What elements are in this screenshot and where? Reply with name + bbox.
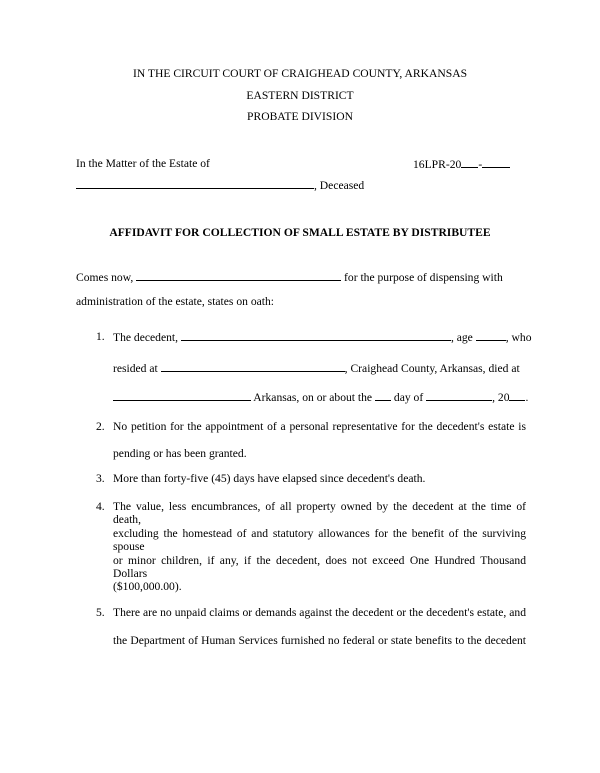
resided-label: resided at: [113, 362, 158, 375]
county-died-label: , Craighead County, Arkansas, died at: [344, 362, 520, 375]
item-5-number: 5.: [96, 606, 105, 619]
item-5-line-2: the Department of Human Services furnished no federal or state benefits to the decedent: [113, 634, 526, 647]
item-4-line-3: or minor children, if any, if the decedent, does not exceed One Hundred Thousand Dollars: [113, 554, 526, 580]
residence-blank[interactable]: [161, 361, 345, 372]
estate-matter-label: In the Matter of the Estate of: [76, 157, 210, 170]
deceased-line: [76, 178, 364, 192]
intro-line-1: [76, 270, 503, 284]
item-3-line-1: More than forty-five (45) days have elapsed since decedent's death.: [113, 472, 426, 485]
division-name: PROBATE DIVISION: [247, 110, 353, 123]
decedent-blank[interactable]: [181, 330, 451, 341]
document-title: AFFIDAVIT FOR COLLECTION OF SMALL ESTATE BY DISTRIBUTEE: [109, 226, 491, 239]
case-number-prefix: 16LPR-20: [413, 158, 462, 171]
item-5-line-1: There are no unpaid claims or demands against the decedent or the decedent's estate, and: [113, 606, 526, 619]
year-blank[interactable]: [509, 390, 525, 401]
month-blank[interactable]: [426, 390, 492, 401]
comes-now-label: Comes now,: [76, 271, 134, 284]
item-4-line-4: ($100,000.00).: [113, 580, 182, 593]
place-of-death-blank[interactable]: [113, 390, 251, 401]
day-of-label: day of: [393, 391, 424, 404]
who-label: , who: [505, 331, 532, 344]
case-number: [413, 157, 510, 171]
court-name: IN THE CIRCUIT COURT OF CRAIGHEAD COUNTY, ARKANSAS: [132, 67, 468, 80]
purpose-label: for the purpose of dispensing with: [344, 271, 503, 284]
on-or-about-label: Arkansas, on or about the: [253, 391, 373, 404]
day-blank[interactable]: [375, 390, 391, 401]
item-1-line-2: [113, 361, 520, 375]
decedent-name-blank[interactable]: [76, 178, 314, 189]
distributee-name-blank[interactable]: [136, 270, 341, 281]
item-2-line-2: pending or has been granted.: [113, 447, 247, 460]
item-4-number: 4.: [96, 500, 105, 513]
item-1-line-1: [113, 330, 532, 344]
case-seq-blank[interactable]: [482, 157, 510, 168]
period-label: .: [525, 391, 529, 404]
item-4-line-2: excluding the homestead of and statutory allowances for the benefit of the surviving spouse: [113, 527, 526, 553]
age-label: , age: [450, 331, 473, 344]
item-3-number: 3.: [96, 472, 105, 485]
deceased-label: , Deceased: [314, 179, 365, 192]
case-year-blank[interactable]: [461, 157, 478, 168]
item-4-line-1: The value, less encumbrances, of all property owned by the decedent at the time of death,: [113, 500, 526, 526]
year-prefix-label: , 20: [492, 391, 510, 404]
intro-line-2: administration of the estate, states on oath:: [76, 295, 275, 308]
case-number-dash: -: [478, 158, 483, 171]
item-1-line-3: [113, 390, 528, 404]
item-1-number: 1.: [96, 330, 105, 343]
item-2-number: 2.: [96, 420, 105, 433]
item-2-line-1: No petition for the appointment of a personal representative for the decedent's estate is: [113, 420, 526, 433]
age-blank[interactable]: [476, 330, 506, 341]
decedent-label: The decedent,: [113, 331, 179, 344]
district-name: EASTERN DISTRICT: [246, 89, 354, 102]
